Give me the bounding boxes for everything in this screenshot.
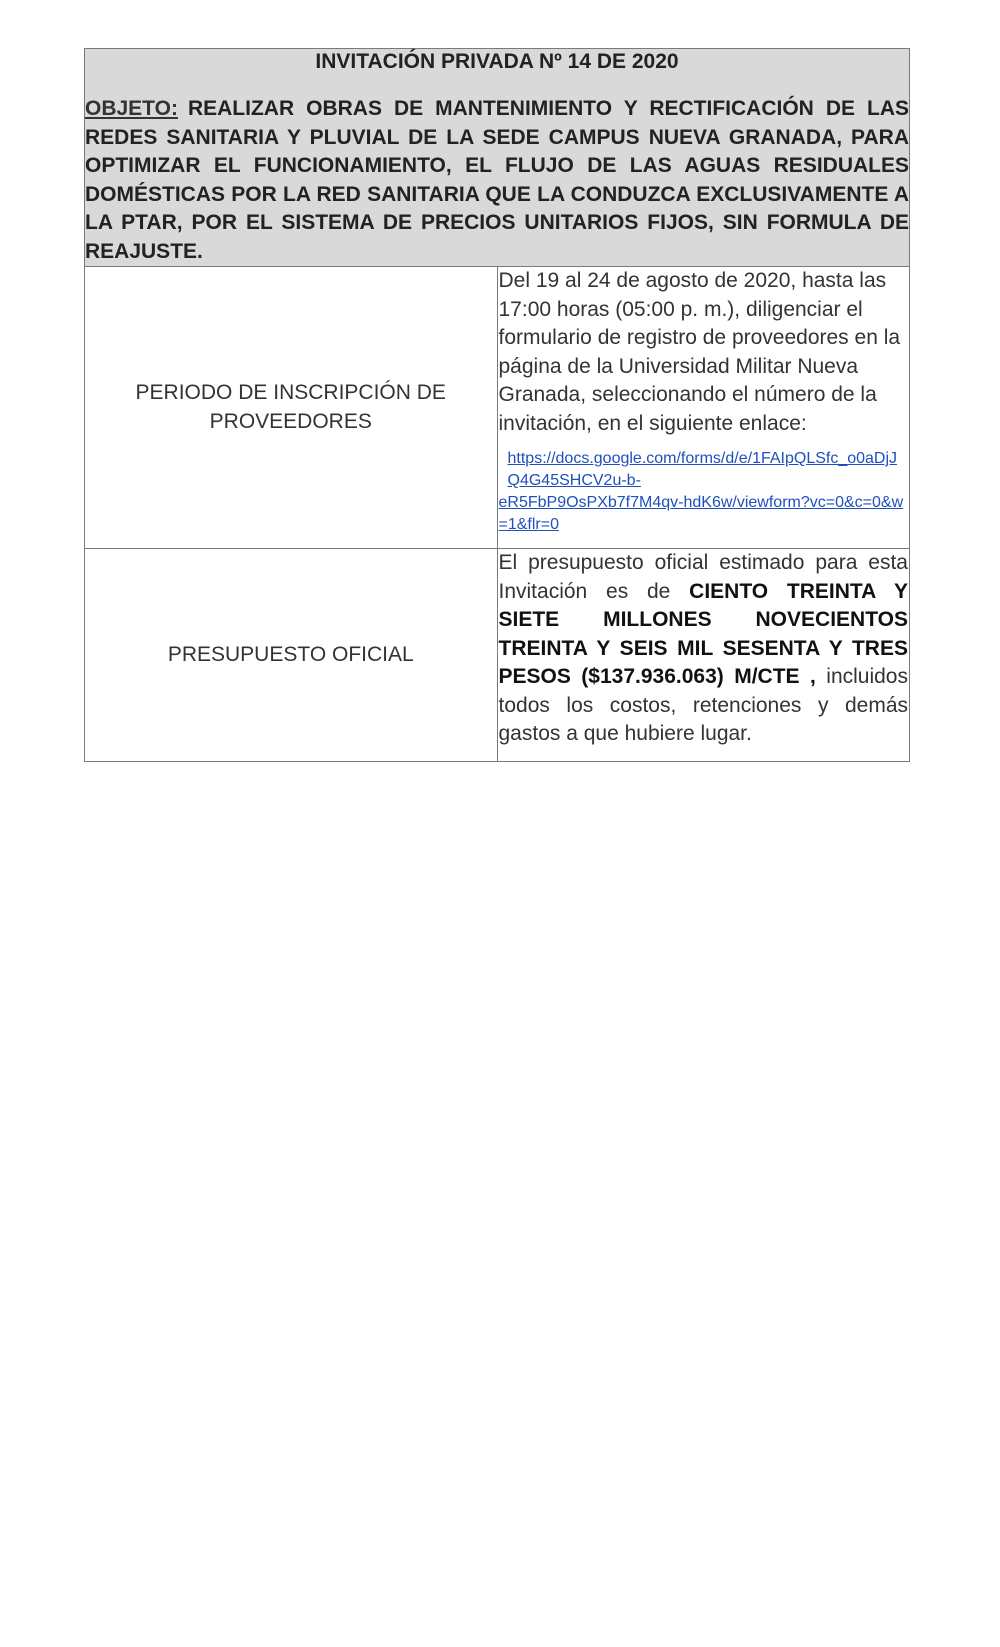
registration-form-link[interactable] xyxy=(499,448,909,536)
registration-link-line-1[interactable]: https://docs.google.com/forms/d/e/1FAIpQLSfc_o0aDjJQ4G45SHCV2u-b- xyxy=(507,450,898,489)
objeto-paragraph xyxy=(85,95,909,266)
period-content xyxy=(497,267,910,549)
registration-link-line-2[interactable]: eR5FbP9OsPXb7f7M4qv-hdK6w/viewform?vc=0&c=0&w=1&flr=0 xyxy=(498,494,904,533)
budget-content xyxy=(497,549,910,762)
document-title: INVITACIÓN PRIVADA Nº 14 DE 2020 xyxy=(315,50,679,73)
header-row xyxy=(85,49,910,267)
period-row xyxy=(85,267,910,549)
header-cell xyxy=(85,49,910,267)
objeto-text: REALIZAR OBRAS DE MANTENIMIENTO Y RECTIFICACIÓN DE LAS REDES SANITARIA Y PLUVIAL DE LA SEDE CAMPUS NUEVA GRANADA, PARA OPTIMIZAR EL FUNCIONAMIENTO, EL FLUJO DE LAS AGUAS RESIDUALES DOMÉSTICAS POR LA RED SANITARIA QUE LA CONDUZCA EXCLUSIVAMENTE A LA PTAR, POR EL SISTEMA DE PRECIOS UNITARIOS FIJOS, SIN FORMULA DE REAJUSTE. xyxy=(85,97,909,263)
period-text: Del 19 al 24 de agosto de 2020, hasta las 17:00 horas (05:00 p. m.), diligenciar el formulario de registro de proveedores en la página de la Universidad Militar Nueva Granada, seleccionando el número de la invitación, en el siguiente enlace: xyxy=(498,269,901,435)
budget-row xyxy=(85,549,910,762)
budget-outro: incluidos todos los costos, retenciones y demás gastos a que hubiere lugar. xyxy=(498,665,908,745)
budget-intro: El presupuesto oficial estimado para esta Invitación es de xyxy=(498,551,908,603)
objeto-label: OBJETO: xyxy=(85,97,178,120)
budget-paragraph xyxy=(499,549,909,749)
period-label: PERIODO DE INSCRIPCIÓN DE PROVEEDORES xyxy=(85,267,498,549)
budget-amount: CIENTO TREINTA Y SIETE MILLONES NOVECIENTOS TREINTA Y SEIS MIL SESENTA Y TRES PESOS ($137.936.063) M/CTE , xyxy=(498,579,908,688)
budget-label: PRESUPUESTO OFICIAL xyxy=(85,549,498,762)
invitation-table xyxy=(84,48,910,762)
